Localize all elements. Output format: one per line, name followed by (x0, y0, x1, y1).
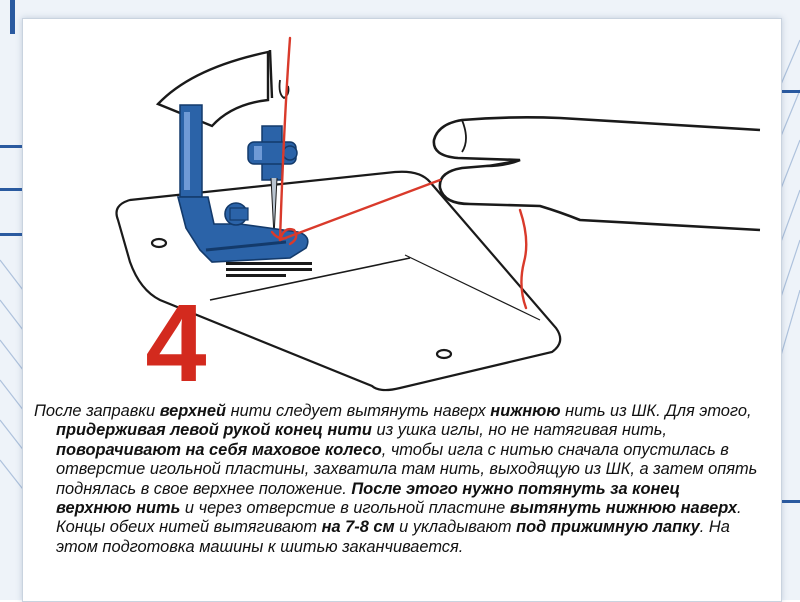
caption-text: . На этом подготовка машины к шитью заканчивается. (56, 518, 730, 556)
caption-emphasis: под прижимную лапку (516, 518, 700, 537)
caption-paragraph (34, 402, 758, 557)
instruction-caption (34, 402, 758, 557)
caption-text: и укладывают (394, 518, 517, 537)
caption-text: и через отверстие в игольной пластине (180, 499, 510, 518)
caption-emphasis: придерживая левой рукой конец нити (56, 421, 372, 440)
caption-text: нити следует вытянуть наверх (226, 402, 491, 420)
caption-emphasis: верхней (159, 402, 227, 420)
caption-text: нить из ШК. Для этого, (560, 402, 752, 420)
caption-emphasis: нижнюю (490, 402, 561, 420)
caption-text: После заправки (34, 402, 160, 420)
caption-text: , чтобы игла с нитью сначала опустилась в отверстие игольной пластины, захватила там нить, выходящую из ШК, а затем опять поднялась в свое верхнее положение. (56, 440, 758, 498)
caption-emphasis: После этого нужно потянуть за конец верхнюю нить (56, 479, 681, 518)
hand-holding-thread-illustration (434, 117, 760, 230)
step-number: 4 (145, 282, 207, 405)
caption-text: из ушка иглы, но не натягивая нить, (371, 421, 667, 440)
caption-emphasis: вытянуть нижнюю наверх (509, 499, 737, 518)
caption-emphasis: на 7-8 см (321, 518, 395, 537)
caption-emphasis: поворачивают на себя маховое колесо (56, 440, 382, 459)
caption-text: . Концы обеих нитей вытягивают (56, 499, 742, 537)
